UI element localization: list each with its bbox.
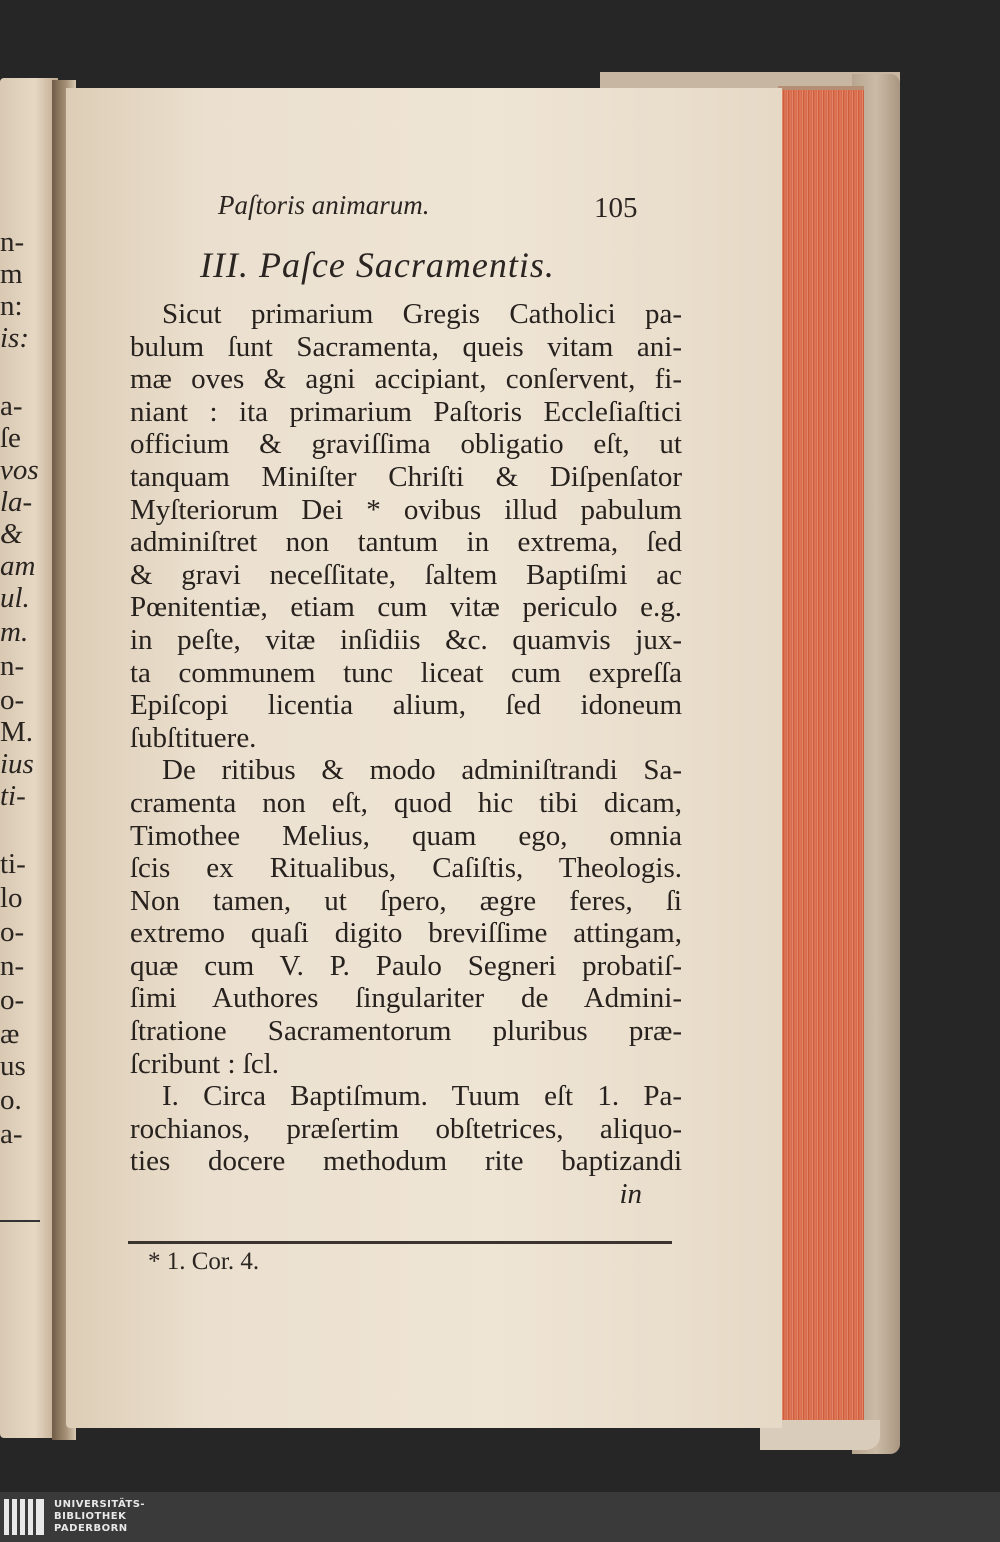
text-line: ſcis ex Ritualibus, Caſiſtis, Theologis. — [130, 852, 682, 885]
left-fragment: a- — [0, 390, 23, 422]
text-line: bulum ſunt Sacramenta, queis vitam ani- — [130, 330, 682, 363]
text-line: ties docere methodum rite baptizandi — [130, 1145, 682, 1178]
text-line: ſimi Authores ſingulariter de Admini- — [130, 982, 682, 1015]
text-line: tanquam Miniſter Chriſti & Diſpenſator — [130, 460, 682, 493]
left-fragment: n: — [0, 290, 23, 322]
text-line: ſubſtituere. — [130, 721, 257, 754]
text-line: extremo quaſi digito breviſſime attingam, — [130, 917, 682, 950]
text-line: niant : ita primarium Paſtoris Eccleſiaſtici — [130, 395, 682, 428]
previous-page-sliver — [0, 78, 58, 1438]
text-line: I. Circa Baptiſmum. Tuum eſt 1. Pa- — [162, 1080, 682, 1113]
library-name — [54, 1499, 145, 1535]
left-fragment: M. — [0, 716, 34, 748]
left-fragment: n- — [0, 226, 25, 258]
left-fragment: lo — [0, 882, 23, 914]
running-title: Paſtoris animarum. — [218, 190, 430, 220]
left-fragment: am — [0, 550, 36, 582]
text-line: Timothee Melius, quam ego, omnia — [130, 819, 682, 852]
left-fragment: us — [0, 1050, 26, 1082]
left-fragment: ti- — [0, 780, 26, 812]
text-line: De ritibus & modo adminiſtrandi Sa- — [162, 754, 682, 787]
text-line: rochianos, præſertim obſtetrices, aliquo- — [130, 1112, 682, 1145]
left-fragment: a- — [0, 1118, 23, 1150]
footnote-rule — [128, 1241, 672, 1244]
text-line: ſcribunt : ſcl. — [130, 1047, 279, 1080]
left-fragment: la- — [0, 486, 33, 518]
text-line: ta communem tunc liceat cum expreſſa — [130, 656, 682, 689]
text-line: in peſte, vitæ inſidiis &c. quamvis jux- — [130, 623, 682, 656]
library-line-2: BIBLIOTHEK — [54, 1511, 127, 1522]
text-line: cramenta non eſt, quod hic tibi dicam, — [130, 786, 682, 819]
catchword: in — [619, 1178, 642, 1211]
text-line: mæ oves & agni accipiant, conſervent, fi- — [130, 363, 682, 396]
section-title: III. Paſce Sacramentis. — [200, 245, 555, 285]
left-fragment: n- — [0, 950, 25, 982]
text-line: Sicut primarium Gregis Catholici pa- — [162, 298, 682, 330]
library-footer-bar — [0, 1492, 1000, 1542]
library-line-3: PADERBORN — [54, 1523, 128, 1534]
left-fragment: & — [0, 518, 23, 550]
left-fragment: ul. — [0, 582, 30, 614]
text-line: ſtratione Sacramentorum pluribus præ- — [130, 1015, 682, 1048]
text-line: quæ cum V. P. Paulo Segneri probatiſ- — [130, 949, 682, 982]
page-number: 105 — [594, 192, 638, 224]
left-fragment: ius — [0, 748, 34, 780]
footnote: * 1. Cor. 4. — [148, 1248, 260, 1275]
text-line: adminiſtret non tantum in extrema, ſed — [130, 526, 682, 559]
left-fragment: ſe — [0, 422, 21, 454]
library-line-1: UNIVERSITÄTS- — [54, 1499, 146, 1510]
text-line: Non tamen, ut ſpero, ægre feres, ſi — [130, 884, 682, 917]
text-line: Pœnitentiæ, etiam cum vitæ periculo e.g. — [130, 591, 682, 624]
page-edges-red — [778, 86, 864, 1430]
text-line: & gravi neceſſitate, ſaltem Baptiſmi ac — [130, 558, 682, 591]
left-fragment: ti- — [0, 848, 26, 880]
left-page-rule — [0, 1220, 40, 1222]
text-line: Myſteriorum Dei * ovibus illud pabulum — [130, 493, 682, 526]
left-fragment: m — [0, 258, 23, 290]
left-fragment: m. — [0, 616, 29, 648]
body-text — [130, 298, 682, 1211]
left-fragment: o- — [0, 984, 25, 1016]
library-logo-icon — [4, 1499, 48, 1535]
left-fragment: n- — [0, 650, 25, 682]
left-fragment: æ — [0, 1018, 20, 1050]
text-line: Epiſcopi licentia alium, ſed idoneum — [130, 689, 682, 722]
left-fragment: is: — [0, 322, 29, 354]
left-fragment: o- — [0, 916, 25, 948]
text-line: officium & graviſſima obligatio eſt, ut — [130, 428, 682, 461]
left-fragment: vos — [0, 454, 39, 486]
left-fragment: o. — [0, 1084, 22, 1116]
left-fragment: o- — [0, 684, 25, 716]
